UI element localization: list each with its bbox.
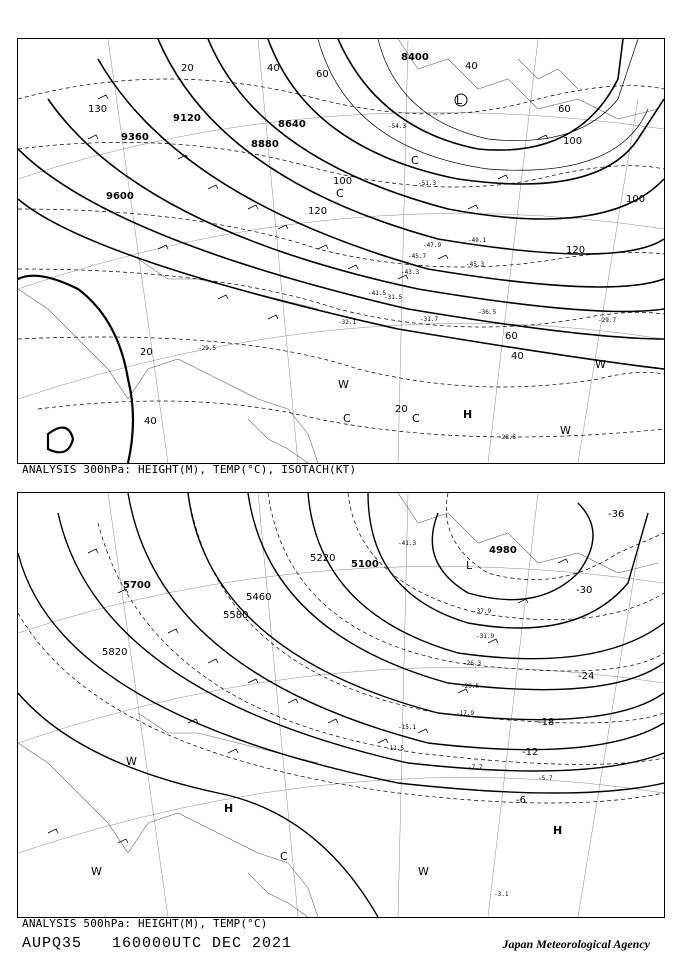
isotach-label: 100 — [333, 176, 353, 187]
height-label: 5220 — [310, 553, 336, 564]
temp-value: -54.3 — [388, 123, 407, 130]
height-label: 5820 — [102, 647, 128, 658]
cold-symbol: C — [280, 850, 288, 863]
isotherm-label: -6 — [516, 795, 526, 806]
isotach-label: 60 — [558, 104, 571, 115]
height-labels — [106, 52, 429, 202]
warm-symbol: W — [418, 865, 429, 878]
isotach-label: 130 — [88, 104, 108, 115]
temp-value: -49.1 — [468, 237, 487, 244]
temp-value: -45.3 — [466, 261, 485, 268]
height-label: 9120 — [173, 113, 201, 124]
height-label: 9600 — [106, 191, 134, 202]
temp-value: -15.1 — [398, 724, 417, 731]
temp-value: -11.5 — [386, 745, 405, 752]
warm-symbol: W — [126, 755, 137, 768]
temp-value: -41.5 — [368, 290, 387, 297]
coastlines — [18, 493, 658, 917]
isotach-label: 120 — [566, 245, 586, 256]
temp-value: -41.3 — [398, 540, 417, 547]
temperature-values — [198, 123, 616, 441]
height-label: 8400 — [401, 52, 429, 63]
height-label: 5460 — [246, 592, 272, 603]
height-label: 8880 — [251, 139, 279, 150]
temp-value: -7.7 — [468, 764, 483, 771]
isotherm-label: -36 — [608, 509, 625, 520]
temp-value: -36.5 — [478, 309, 497, 316]
height-label: 9360 — [121, 132, 149, 143]
cold-symbol: C — [411, 154, 419, 167]
isotach-label: 40 — [511, 351, 524, 362]
high-symbol: H — [224, 802, 234, 815]
isotach-labels — [88, 61, 645, 427]
map-500hpa — [17, 492, 665, 918]
high-symbol: H — [553, 824, 563, 837]
temp-value: -31.5 — [384, 294, 403, 301]
temp-value: -29.5 — [198, 345, 217, 352]
height-label: 5100 — [351, 559, 379, 570]
isotherm-label: -30 — [576, 585, 593, 596]
isotach-label: 120 — [308, 206, 328, 217]
isotach-label: 40 — [144, 416, 157, 427]
isotherm-label: -24 — [578, 671, 595, 682]
warm-symbol: W — [338, 378, 349, 391]
temp-value: -47.9 — [423, 242, 442, 249]
cold-symbol: C — [412, 412, 420, 425]
temp-value: -26.3 — [463, 660, 482, 667]
isotach-label: 40 — [267, 63, 280, 74]
warm-symbol: W — [91, 865, 102, 878]
temp-value: -28.5 — [498, 434, 517, 441]
caption-500hpa: ANALYSIS 500hPa: HEIGHT(M), TEMP(°C) — [22, 917, 268, 930]
temp-value: -29.7 — [598, 317, 617, 324]
cold-symbol: C — [336, 187, 344, 200]
height-labels — [102, 545, 517, 658]
temp-value: -32.1 — [338, 319, 357, 326]
map-300hpa — [17, 38, 665, 464]
lat-lon-grid — [18, 493, 664, 917]
isotach-label: 60 — [505, 331, 518, 342]
coastlines — [18, 39, 658, 463]
height-contours — [18, 493, 664, 917]
jet-core — [18, 276, 133, 463]
temp-value: -5.7 — [538, 775, 553, 782]
isotach-label: 20 — [395, 404, 408, 415]
temp-value: -45.7 — [408, 253, 427, 260]
temp-value: -31.9 — [476, 633, 495, 640]
agency-name: Japan Meteorological Agency — [502, 937, 650, 951]
isotachs — [318, 39, 648, 170]
map-500hpa-canvas — [18, 493, 664, 917]
temp-value: -37.9 — [473, 608, 492, 615]
isotach-label: 20 — [140, 347, 153, 358]
caption-300hpa: ANALYSIS 300hPa: HEIGHT(M), TEMP(°C), ISOTACH(KT) — [22, 463, 357, 476]
height-label: 8640 — [278, 119, 306, 130]
isotach-label: 20 — [181, 63, 194, 74]
temp-value: -20.5 — [461, 683, 480, 690]
cold-symbol: C — [343, 412, 351, 425]
isotherm-label: -18 — [538, 717, 555, 728]
map-300hpa-canvas — [18, 39, 664, 463]
high-symbol: H — [463, 408, 473, 421]
temp-value: -43.3 — [401, 269, 420, 276]
isotach-label: 40 — [465, 61, 478, 72]
height-label: 5700 — [123, 580, 151, 591]
wind-barbs — [48, 549, 568, 843]
temp-value: -31.7 — [420, 316, 439, 323]
isotach-label: 60 — [316, 69, 329, 80]
warm-symbol: W — [595, 358, 606, 371]
bulletin-code: AUPQ35 160000UTC DEC 2021 — [22, 935, 293, 952]
isotherm-label: -12 — [522, 747, 539, 758]
temp-value: -51.3 — [418, 180, 437, 187]
warm-symbol: W — [560, 424, 571, 437]
isotach-label: 100 — [563, 136, 583, 147]
height-label: 4980 — [489, 545, 517, 556]
low-symbol: L — [456, 94, 463, 107]
temp-value: -17.9 — [456, 710, 475, 717]
height-label: 5580 — [223, 610, 249, 621]
low-symbol: L — [466, 559, 473, 572]
temp-value: -3.1 — [494, 891, 509, 898]
isotach-label: 100 — [626, 194, 646, 205]
isotherm-labels — [516, 509, 624, 806]
